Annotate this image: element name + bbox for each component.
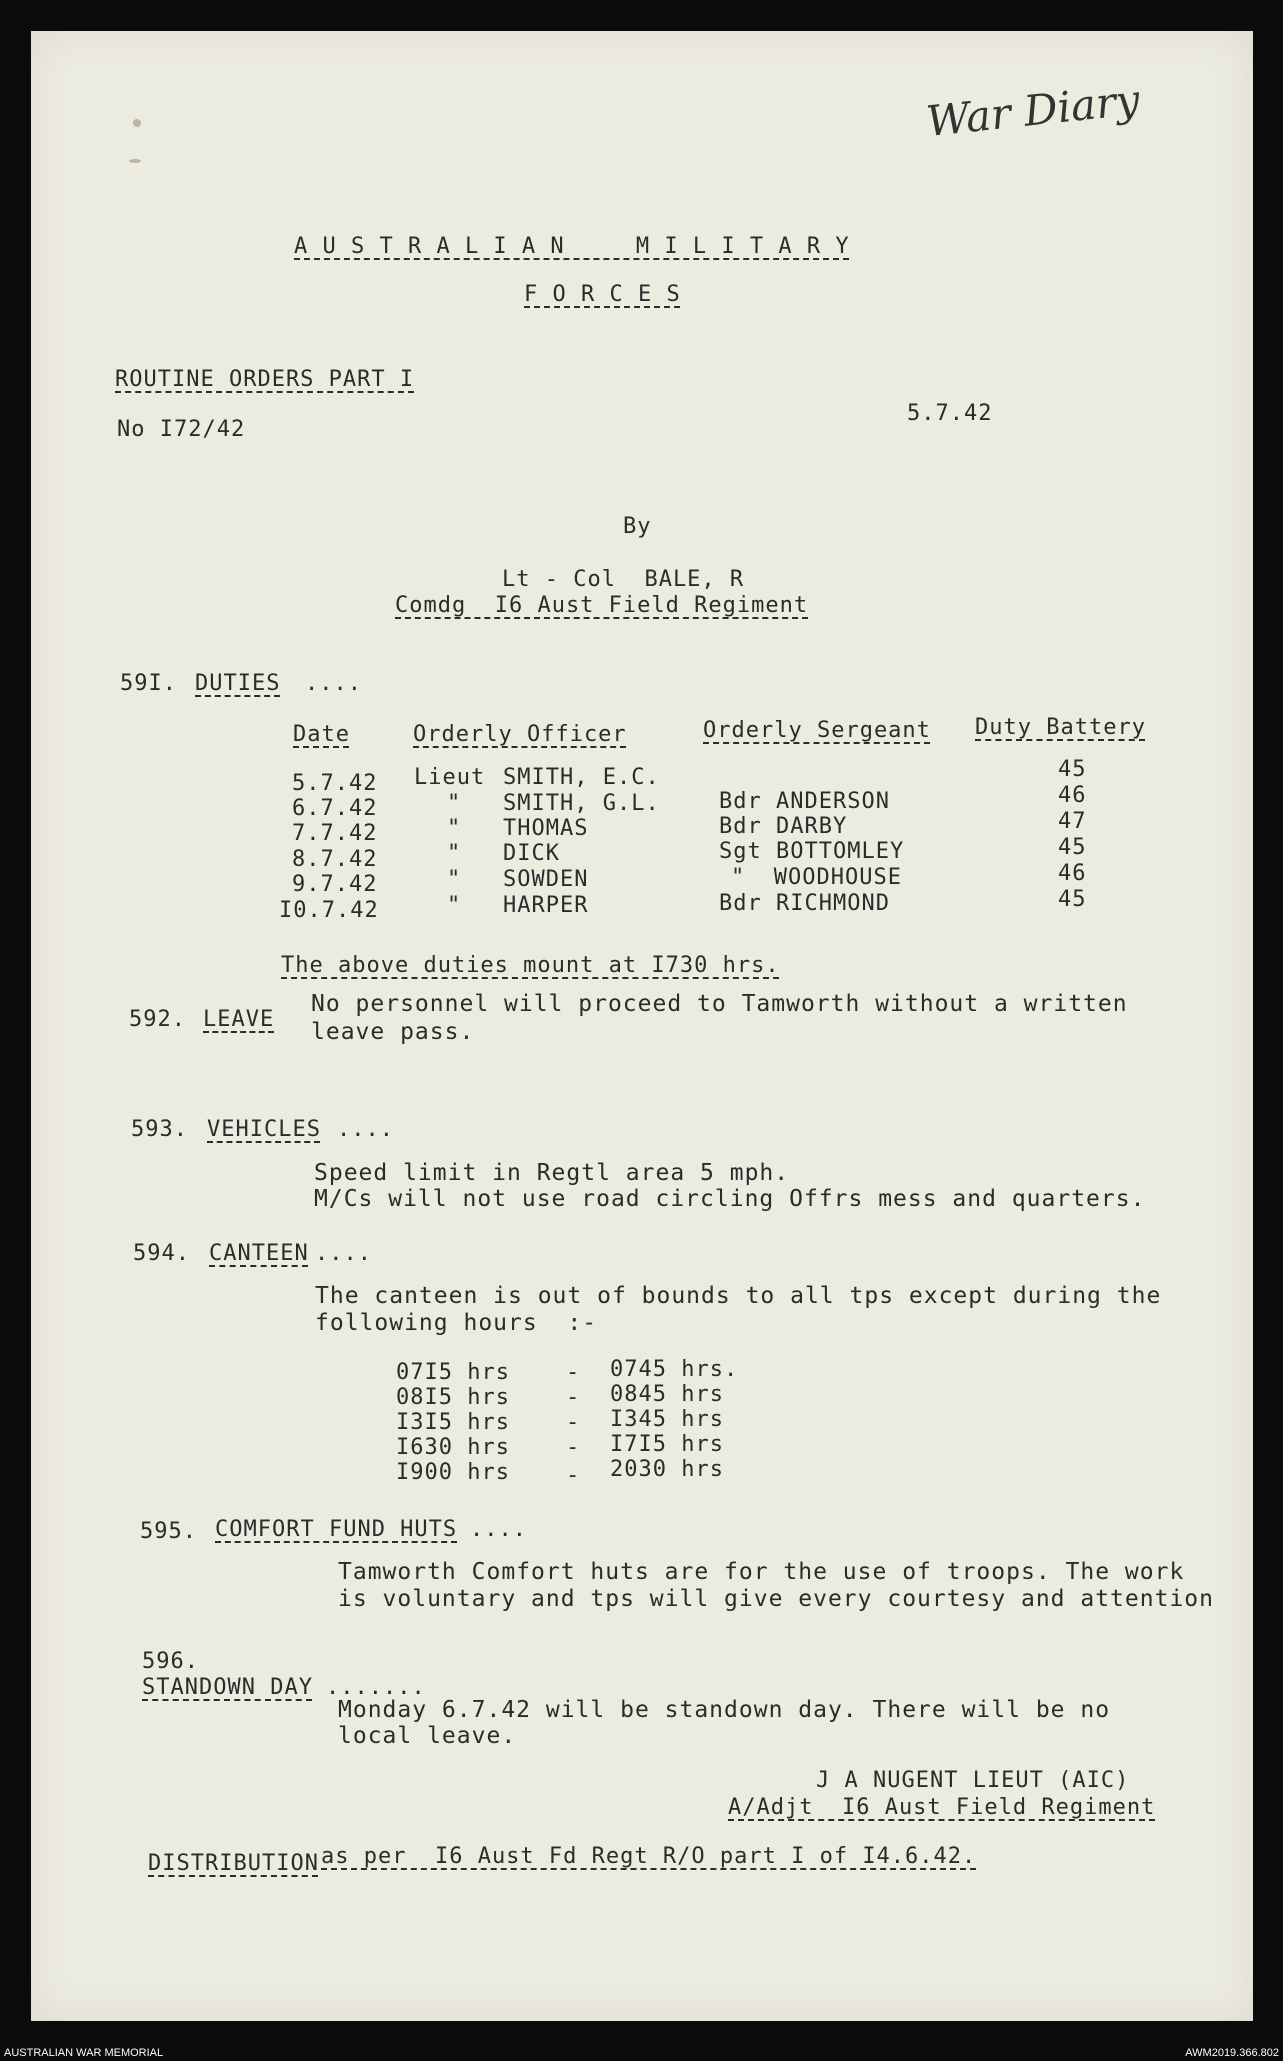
hours-from: 07I5 hrs xyxy=(396,1360,510,1385)
section-heading-leave: LEAVE xyxy=(203,1007,275,1032)
heading-dots: ....... xyxy=(326,1675,426,1700)
column-header-sergeant: Orderly Sergeant xyxy=(703,718,931,743)
column-header-officer: Orderly Officer xyxy=(413,722,627,747)
section-number: 594. xyxy=(133,1241,190,1266)
hours-dash: - xyxy=(566,1435,581,1460)
comfort-text-line-2: is voluntary and tps will give every courtesy and attention xyxy=(338,1586,1214,1612)
row-officer: THOMAS xyxy=(503,816,589,841)
hours-from: I630 hrs xyxy=(396,1435,510,1460)
row-rank: " xyxy=(447,893,462,918)
standown-text-line-2: local leave. xyxy=(338,1723,517,1749)
row-rank: " xyxy=(447,791,462,816)
row-battery: 46 xyxy=(1058,783,1087,808)
row-sergeant: Bdr RICHMOND xyxy=(719,891,890,916)
row-date: 9.7.42 xyxy=(292,872,378,897)
row-officer: HARPER xyxy=(503,893,589,918)
vehicles-text-line-2: M/Cs will not use road circling Offrs mess and quarters. xyxy=(314,1186,1146,1212)
row-officer: SMITH, E.C. xyxy=(503,765,660,790)
hours-dash: - xyxy=(566,1463,581,1488)
column-header-battery: Duty Battery xyxy=(975,715,1146,740)
section-number: 595. xyxy=(140,1519,197,1544)
hours-dash: - xyxy=(566,1385,581,1410)
row-battery: 45 xyxy=(1058,757,1087,782)
title-line-1: A U S T R A L I A N M I L I T A R Y xyxy=(294,234,850,259)
order-date: 5.7.42 xyxy=(907,401,993,426)
hours-from: I3I5 hrs xyxy=(396,1410,510,1435)
row-battery: 45 xyxy=(1058,887,1087,912)
hours-to: I345 hrs xyxy=(610,1407,724,1432)
vehicles-text-line-1: Speed limit in Regtl area 5 mph. xyxy=(314,1160,790,1186)
row-battery: 47 xyxy=(1058,809,1087,834)
row-date: 7.7.42 xyxy=(292,821,378,846)
section-heading-duties: DUTIES xyxy=(195,671,281,696)
ink-blot xyxy=(133,119,141,127)
by-label: By xyxy=(623,514,652,539)
footer-credit: AUSTRALIAN WAR MEMORIAL xyxy=(4,2047,164,2059)
row-officer: SMITH, G.L. xyxy=(503,791,660,816)
hours-from: I900 hrs xyxy=(396,1460,510,1485)
row-rank: " xyxy=(447,867,462,892)
heading-dots: .... xyxy=(470,1517,527,1542)
leave-text-line-1: No personnel will proceed to Tamworth without a written xyxy=(311,991,1128,1017)
order-number: No I72/42 xyxy=(117,417,246,442)
hours-from: 08I5 hrs xyxy=(396,1385,510,1410)
leave-text-line-2: leave pass. xyxy=(311,1019,475,1045)
row-officer: SOWDEN xyxy=(503,867,589,892)
heading-dots: .... xyxy=(305,671,362,696)
heading-dots: .... xyxy=(337,1117,394,1142)
hours-to: I7I5 hrs xyxy=(610,1432,724,1457)
commander-name: Lt - Col BALE, R xyxy=(502,567,745,592)
ink-blot xyxy=(129,159,141,163)
handwritten-note: War Diary xyxy=(924,74,1142,147)
row-sergeant: Bdr ANDERSON xyxy=(719,789,890,814)
section-heading-comfort: COMFORT FUND HUTS xyxy=(215,1517,458,1542)
canteen-text-line-2: following hours :- xyxy=(315,1310,598,1336)
heading-dots: .... xyxy=(315,1241,372,1266)
signature-name: J A NUGENT LIEUT (AIC) xyxy=(816,1768,1130,1793)
row-sergeant: Bdr DARBY xyxy=(719,814,848,839)
duties-note: The above duties mount at I730 hrs. xyxy=(281,953,780,978)
orders-title: ROUTINE ORDERS PART I xyxy=(115,367,415,392)
distribution-label: DISTRIBUTION xyxy=(148,1851,319,1876)
section-number: 592. xyxy=(129,1007,186,1032)
row-rank: " xyxy=(447,841,462,866)
row-officer: DICK xyxy=(503,841,560,866)
commander-unit: Comdg I6 Aust Field Regiment xyxy=(395,593,809,618)
standown-text-line-1: Monday 6.7.42 will be standown day. There will be no xyxy=(338,1697,1111,1723)
row-battery: 45 xyxy=(1058,835,1087,860)
row-battery: 46 xyxy=(1058,861,1087,886)
section-number: 593. xyxy=(131,1117,188,1142)
row-rank: Lieut xyxy=(414,765,486,790)
row-sergeant: Sgt BOTTOMLEY xyxy=(719,839,905,864)
hours-to: 2030 hrs xyxy=(610,1457,724,1482)
section-heading-standown: STANDOWN DAY xyxy=(142,1675,313,1700)
section-heading-vehicles: VEHICLES xyxy=(207,1117,321,1142)
row-date: 6.7.42 xyxy=(292,796,378,821)
section-number: 59I. xyxy=(120,671,177,696)
hours-dash: - xyxy=(566,1360,581,1385)
column-header-date: Date xyxy=(293,722,350,747)
canteen-text-line-1: The canteen is out of bounds to all tps except during the xyxy=(315,1283,1162,1309)
row-date: 8.7.42 xyxy=(292,847,378,872)
hours-to: 0745 hrs. xyxy=(610,1357,739,1382)
row-rank: " xyxy=(447,816,462,841)
comfort-text-line-1: Tamworth Comfort huts are for the use of troops. The work xyxy=(338,1559,1185,1585)
footer-reference: AWM2019.366.802 xyxy=(1185,2047,1279,2059)
distribution-text: as per I6 Aust Fd Regt R/O part I of I4.6.42. xyxy=(321,1844,977,1869)
hours-to: 0845 hrs xyxy=(610,1382,724,1407)
section-heading-canteen: CANTEEN xyxy=(209,1241,309,1266)
signature-role: A/Adjt I6 Aust Field Regiment xyxy=(728,1795,1156,1820)
row-sergeant: " WOODHOUSE xyxy=(731,865,902,890)
title-line-2: F O R C E S xyxy=(524,282,681,307)
section-number: 596. xyxy=(142,1649,199,1674)
document-page xyxy=(31,31,1253,2021)
row-date: I0.7.42 xyxy=(279,898,379,923)
row-date: 5.7.42 xyxy=(292,771,378,796)
hours-dash: - xyxy=(566,1410,581,1435)
